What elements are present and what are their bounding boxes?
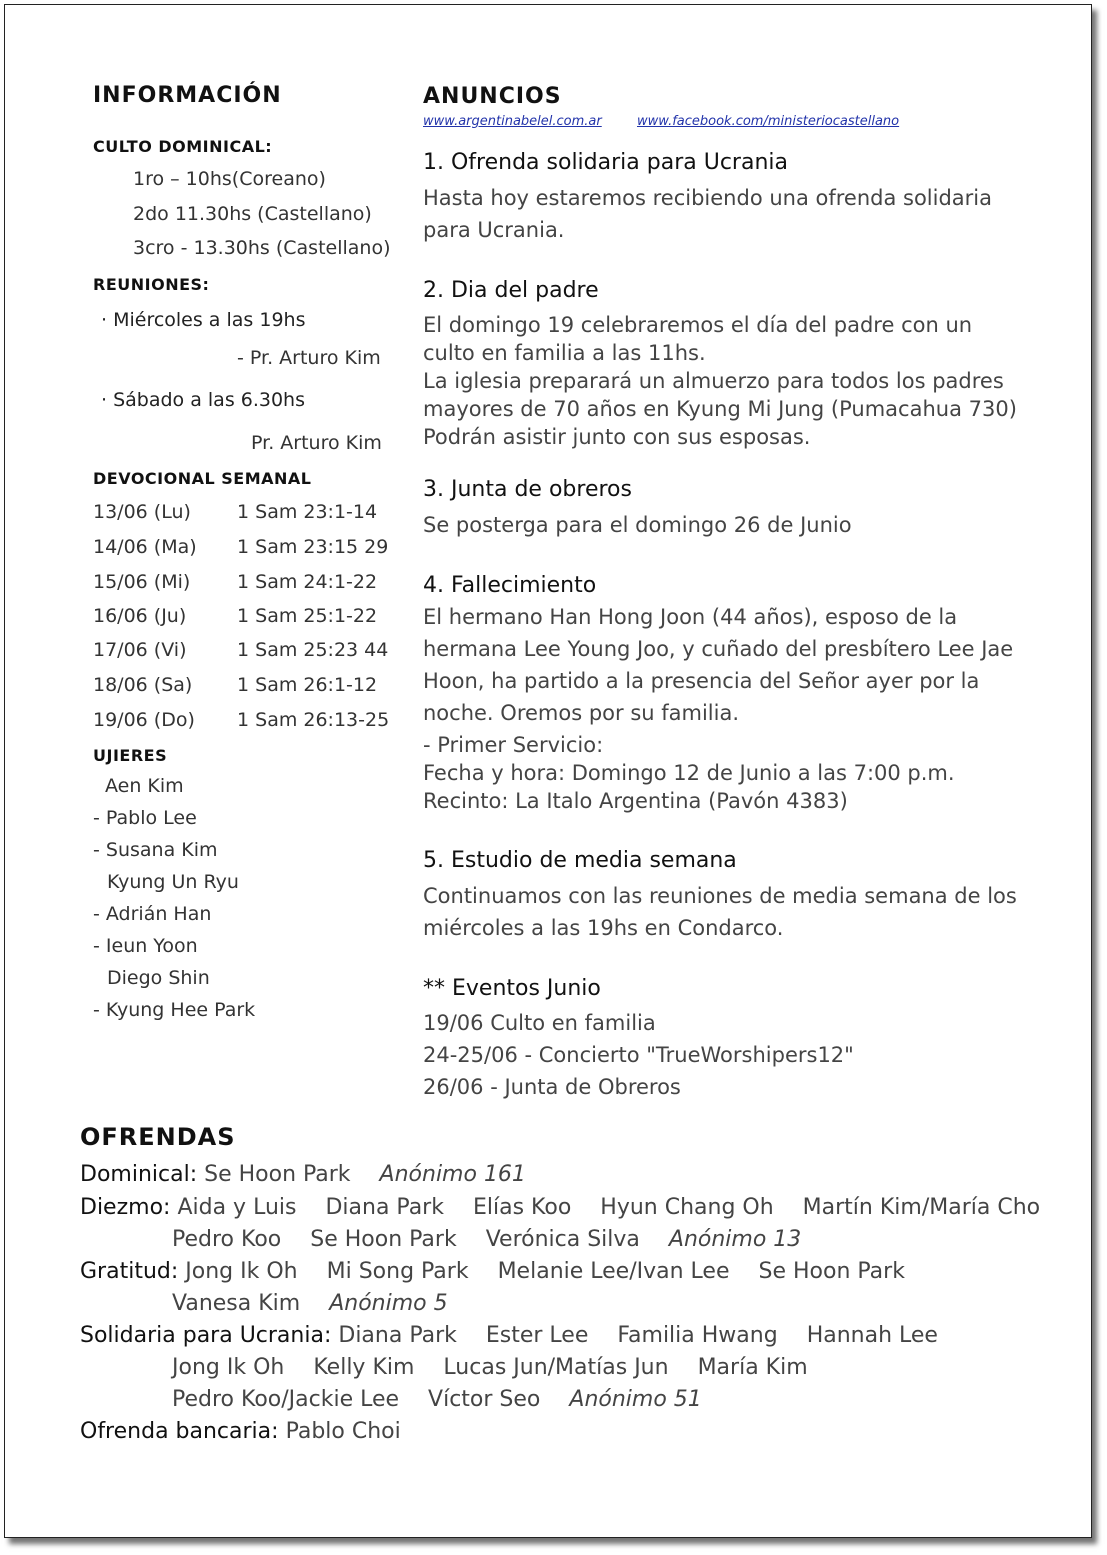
donor: Hyun Chang Oh [600,1195,774,1220]
anuncio-title: 4. Fallecimiento [423,573,597,598]
donor: Pedro Koo/Jackie Lee [172,1387,400,1412]
ofrenda-solidaria [80,1323,960,1348]
donor: Aida y Luis [177,1195,297,1220]
donor: Diana Park [325,1195,444,1220]
anuncio-body: Se posterga para el domingo 26 de Junio [423,513,852,537]
donor: Elías Koo [472,1195,572,1220]
reunion-miercoles-pastor: - Pr. Arturo Kim [237,347,381,369]
anuncio-title: 3. Junta de obreros [423,477,632,502]
donor: Se Hoon Park [758,1259,905,1284]
evento-item: 26/06 - Junta de Obreros [423,1075,681,1099]
ofrenda-diezmo-cont [172,1227,823,1252]
culto-item: 3cro - 13.30hs (Castellano) [133,237,391,259]
donor: Pedro Koo [172,1227,282,1252]
donor: Ester Lee [485,1323,589,1348]
donor: Verónica Silva [485,1227,640,1252]
donor: María Kim [697,1355,808,1380]
devocional-ref: 1 Sam 26:13-25 [237,709,390,731]
bulletin-page [4,4,1092,1538]
donor: Familia Hwang [617,1323,778,1348]
donor: Anónimo 51 [569,1387,702,1412]
ofrenda-label: Solidaria para Ucrania: [80,1323,332,1348]
devocional-date: 16/06 (Ju) [93,605,187,627]
culto-item: 1ro – 10hs(Coreano) [133,168,326,190]
donor: Lucas Jun/Matías Jun [443,1355,669,1380]
anuncio-body: El domingo 19 celebraremos el día del padre con un culto en familia a las 11hs. [423,313,973,365]
culto-item: 2do 11.30hs (Castellano) [133,203,372,225]
ofrendas-heading: OFRENDAS [80,1123,236,1151]
devocional-date: 17/06 (Vi) [93,639,187,661]
donor: Anónimo 161 [379,1162,526,1187]
devocional-date: 18/06 (Sa) [93,674,193,696]
evento-item: 19/06 Culto en familia [423,1011,656,1035]
donor: Jong Ik Oh [185,1259,298,1284]
ofrenda-solidaria-cont2 [172,1387,724,1412]
devocional-ref: 1 Sam 26:1-12 [237,674,378,696]
donor: Pablo Choi [285,1419,401,1444]
reuniones-heading: REUNIONES: [93,275,210,294]
reunion-sabado-pastor: Pr. Arturo Kim [251,432,382,454]
devocional-date: 19/06 (Do) [93,709,195,731]
devocional-ref: 1 Sam 25:1-22 [237,605,378,627]
donor: Vanesa Kim [172,1291,301,1316]
eventos-title: ** Eventos Junio [423,976,601,1001]
anuncio-body: Hasta hoy estaremos recibiendo una ofrenda solidaria para Ucrania. [423,186,993,242]
ofrenda-bancaria [80,1419,423,1444]
devocional-ref: 1 Sam 25:23 44 [237,639,389,661]
anuncio-title: 2. Dia del padre [423,278,599,303]
devocional-date: 14/06 (Ma) [93,536,197,558]
donor: Diana Park [338,1323,457,1348]
donor: Víctor Seo [428,1387,541,1412]
ujier-item: - Susana Kim [93,839,218,861]
devocional-heading: DEVOCIONAL SEMANAL [93,469,312,488]
anuncio-body: - Primer Servicio: [423,733,604,757]
ofrenda-solidaria-cont [172,1355,830,1380]
ujieres-heading: UJIERES [93,746,168,765]
donor: Anónimo 13 [668,1227,802,1252]
anuncio-body: El hermano Han Hong Joon (44 años), esposo de la hermana Lee Young Joo, y cuñado del presbítero Lee Jae Hoon, ha partido a la presencia del Señor ayer por la noche. Oremos por su familia. [423,605,1014,725]
donor: Martín Kim/María Cho [802,1195,1041,1220]
donor: Jong Ik Oh [172,1355,285,1380]
ujier-item: Diego Shin [107,967,210,989]
devocional-ref: 1 Sam 23:1-14 [237,501,378,523]
reunion-sabado: · Sábado a las 6.30hs [101,389,305,411]
evento-item: 24-25/06 - Concierto "TrueWorshipers12" [423,1043,854,1067]
devocional-ref: 1 Sam 23:15 29 [237,536,389,558]
ujier-item: Aen Kim [105,775,184,797]
donor: Se Hoon Park [204,1162,351,1187]
donor: Mi Song Park [326,1259,469,1284]
ofrenda-diezmo [80,1195,1062,1220]
anuncios-heading: ANUNCIOS [423,84,562,109]
ujier-item: - Adrián Han [93,903,212,925]
facebook-link[interactable]: www.facebook.com/ministeriocastellano [637,114,900,129]
donor: Kelly Kim [313,1355,415,1380]
donor: Melanie Lee/Ivan Lee [497,1259,730,1284]
ofrenda-label: Ofrenda bancaria: [80,1419,279,1444]
ofrenda-label: Dominical: [80,1162,198,1187]
ujier-item: - Ieun Yoon [93,935,198,957]
ofrenda-label: Diezmo: [80,1195,171,1220]
devocional-date: 13/06 (Lu) [93,501,191,523]
ujier-item: - Kyung Hee Park [93,999,256,1021]
culto-dominical-heading: CULTO DOMINICAL: [93,137,273,156]
informacion-heading: INFORMACIÓN [93,83,282,108]
ofrenda-gratitud [80,1259,927,1284]
devocional-date: 15/06 (Mi) [93,571,191,593]
donor: Se Hoon Park [310,1227,457,1252]
anuncio-title: 1. Ofrenda solidaria para Ucrania [423,150,788,175]
ujier-item: Kyung Un Ryu [107,871,239,893]
ofrenda-dominical [80,1162,548,1187]
reunion-miercoles: · Miércoles a las 19hs [101,309,306,331]
anuncio-title: 5. Estudio de media semana [423,848,737,873]
anuncio-body: Fecha y hora: Domingo 12 de Junio a las 7:00 p.m. [423,761,955,785]
ujier-item: - Pablo Lee [93,807,197,829]
donor: Anónimo 5 [329,1291,448,1316]
devocional-ref: 1 Sam 24:1-22 [237,571,378,593]
anuncio-body: Recinto: La Italo Argentina (Pavón 4383) [423,789,848,813]
website-link[interactable]: www.argentinabelel.com.ar [423,114,602,129]
donor: Hannah Lee [806,1323,938,1348]
ofrenda-label: Gratitud: [80,1259,179,1284]
anuncio-body: Continuamos con las reuniones de media semana de los miércoles a las 19hs en Condarco. [423,884,1017,940]
anuncio-body: La iglesia preparará un almuerzo para todos los padres mayores de 70 años en Kyung Mi Jung (Pumacahua 730) Podrán asistir junto con sus esposas. [423,369,1017,449]
ofrenda-gratitud-cont [172,1291,470,1316]
